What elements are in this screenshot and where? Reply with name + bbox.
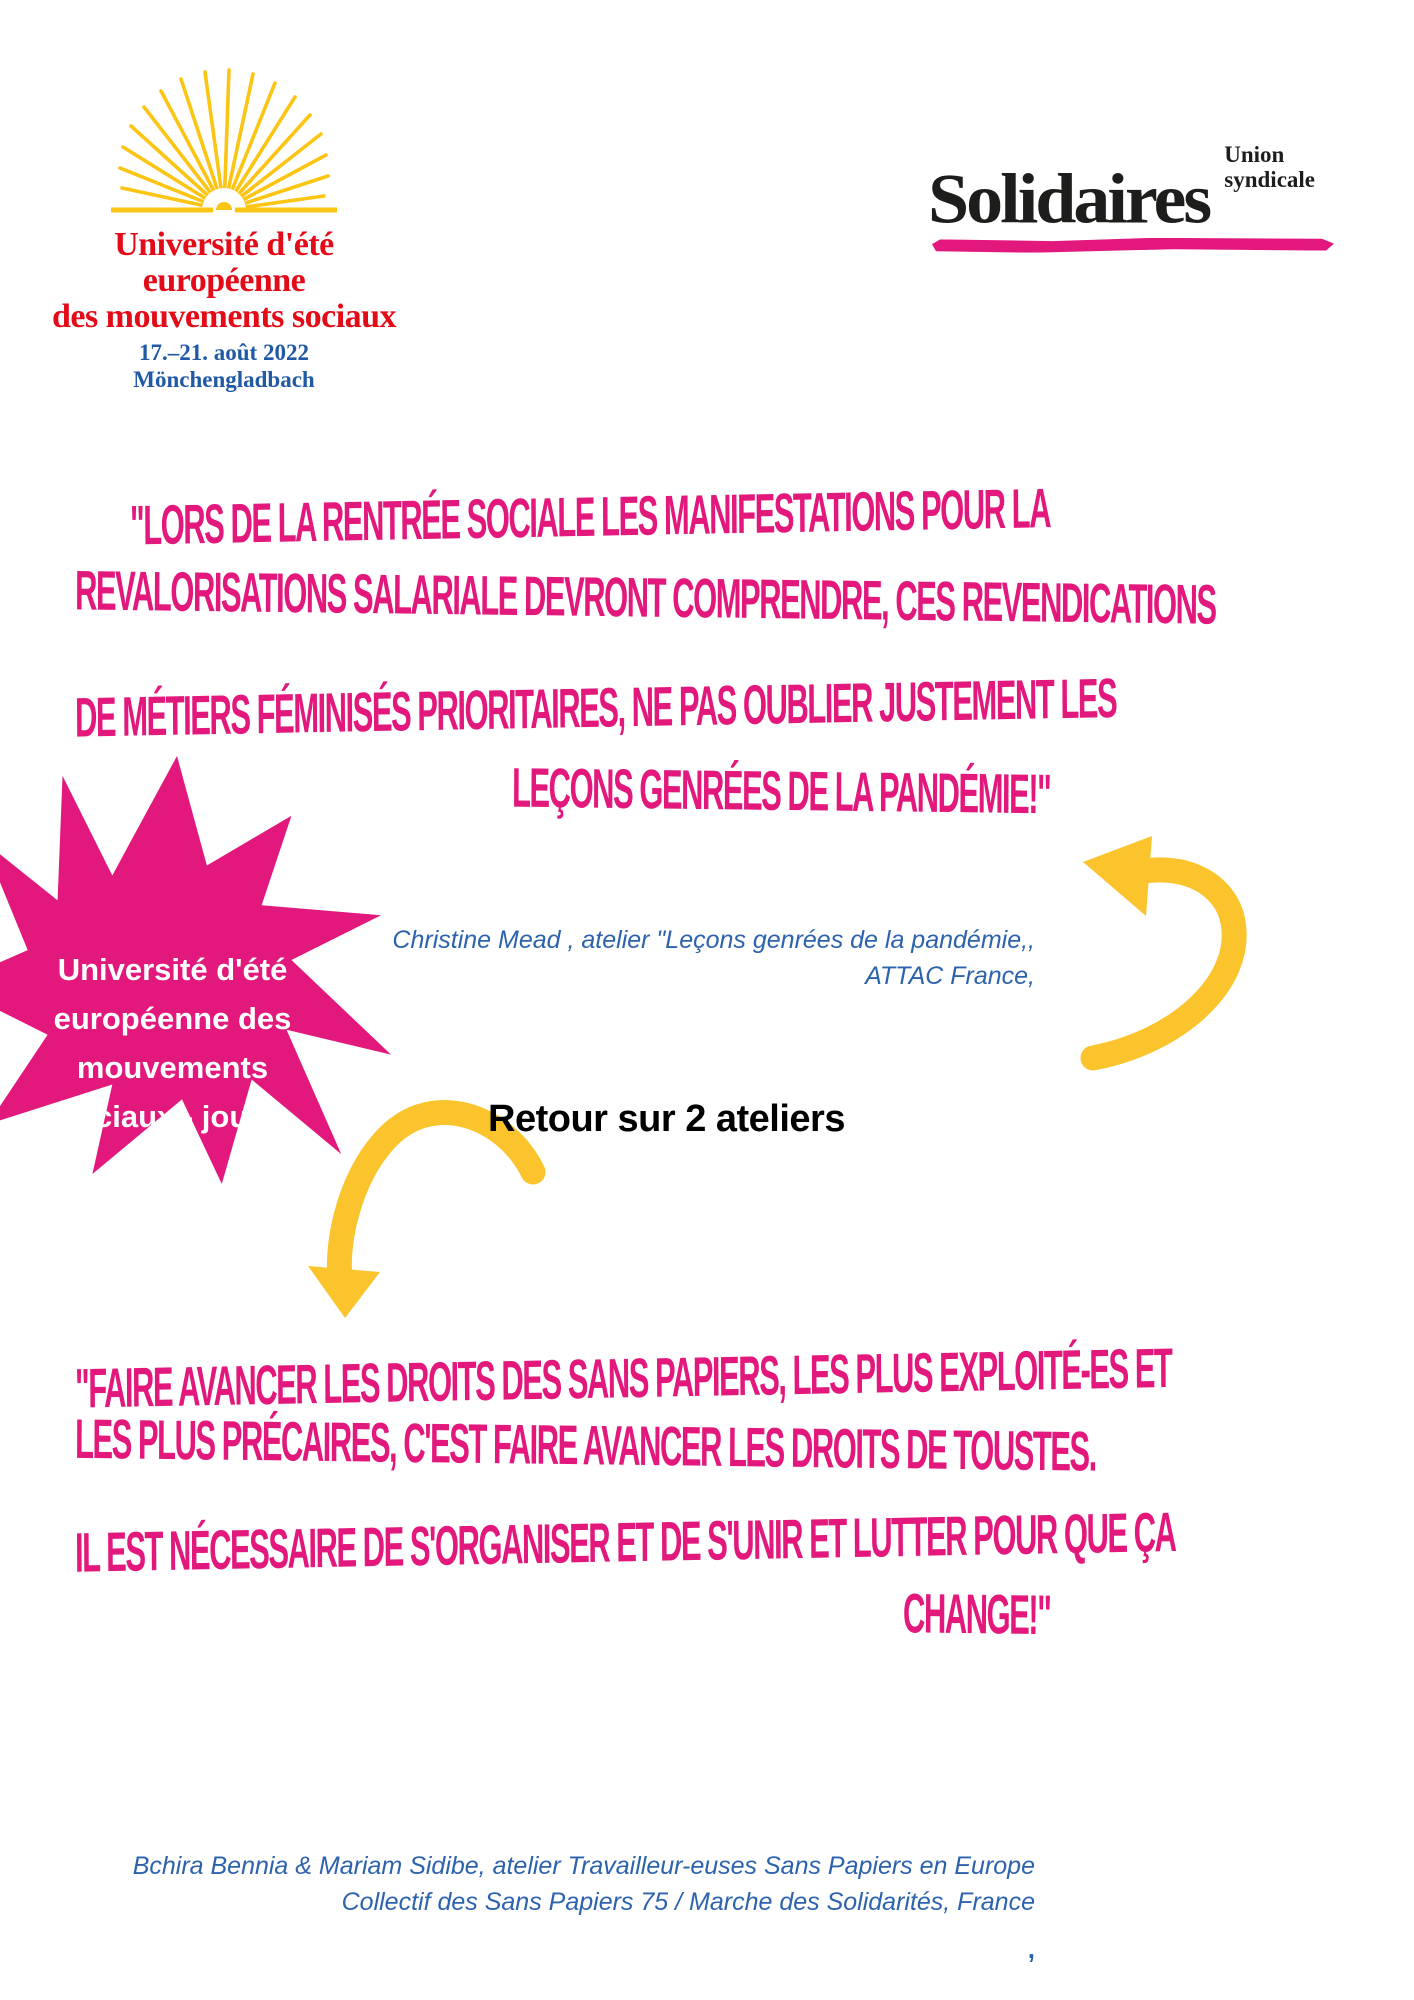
union-line1: Union	[1224, 142, 1285, 167]
star-badge-text	[0, 945, 345, 1141]
union-line2: syndicale	[1224, 167, 1315, 192]
sun-rays-icon	[109, 58, 339, 223]
solidaires-logo	[928, 142, 1343, 267]
event-title-line2: européenne	[142, 262, 306, 299]
attribution1-line1: Christine Mead , atelier "Leçons genrées de la pandémie,,	[392, 926, 1035, 954]
star-badge-line4: sociaux - jour 3	[58, 1099, 287, 1134]
solidaires-wordmark: Solidaires	[928, 160, 1210, 239]
attribution2-line1: Bchira Bennia & Mariam Sidibe, atelier Travailleur-euses Sans Papiers en Europe	[132, 1852, 1035, 1880]
event-location: Mönchengladbach	[133, 367, 315, 392]
quote-2	[74, 1336, 1176, 1680]
yellow-arrow-right-icon	[1083, 836, 1234, 1058]
attribution2-line2: Collectif des Sans Papiers 75 / Marche des Solidarités, France	[341, 1888, 1035, 1916]
quote1-line4: LEÇONS GENRÉES DE LA PANDÉMIE!"	[511, 756, 1051, 826]
star-badge-line3: mouvements	[76, 1050, 269, 1085]
event-title-line3: des mouvements sociaux	[51, 298, 397, 335]
solidaires-underline	[932, 237, 1334, 254]
star-badge-line2: européenne des	[53, 1001, 292, 1036]
quote2-line4: CHANGE!"	[902, 1581, 1051, 1647]
quote2-line2: LES PLUS PRÉCAIRES, C'EST FAIRE AVANCER LES DROITS DE TOUSTES.	[74, 1407, 1096, 1484]
attribution1-line2: ATTAC France,	[865, 962, 1035, 990]
quote2-line3: IL EST NÉCESSAIRE DE S'ORGANISER ET DE S'UNIR ET LUTTER POUR QUE ÇA	[74, 1500, 1176, 1585]
event-logo	[38, 58, 410, 393]
footer-comma: ,	[1027, 1934, 1035, 1964]
quote1-line3: DE MÉTIERS FÉMINISÉS PRIORITAIRES, NE PAS OUBLIER JUSTEMENT LES	[74, 666, 1117, 750]
event-date: 17.–21. août 2022	[139, 340, 309, 365]
quote2-line1: "FAIRE AVANCER LES DROITS DES SANS PAPIERS, LES PLUS EXPLOITÉ-ES ET	[74, 1336, 1172, 1421]
event-title-line1: Université d'été	[114, 226, 334, 263]
star-badge-line1: Université d'été	[57, 952, 288, 987]
attribution-2	[78, 1848, 1035, 1920]
quote1-line2: REVALORISATIONS SALARIALE DEVRONT COMPRENDRE, CES REVENDICATIONS	[74, 558, 1216, 637]
section-heading: Retour sur 2 ateliers	[488, 1098, 845, 1140]
quote1-line1: "LORS DE LA RENTRÉE SOCIALE LES MANIFESTATIONS POUR LA	[129, 476, 1051, 558]
